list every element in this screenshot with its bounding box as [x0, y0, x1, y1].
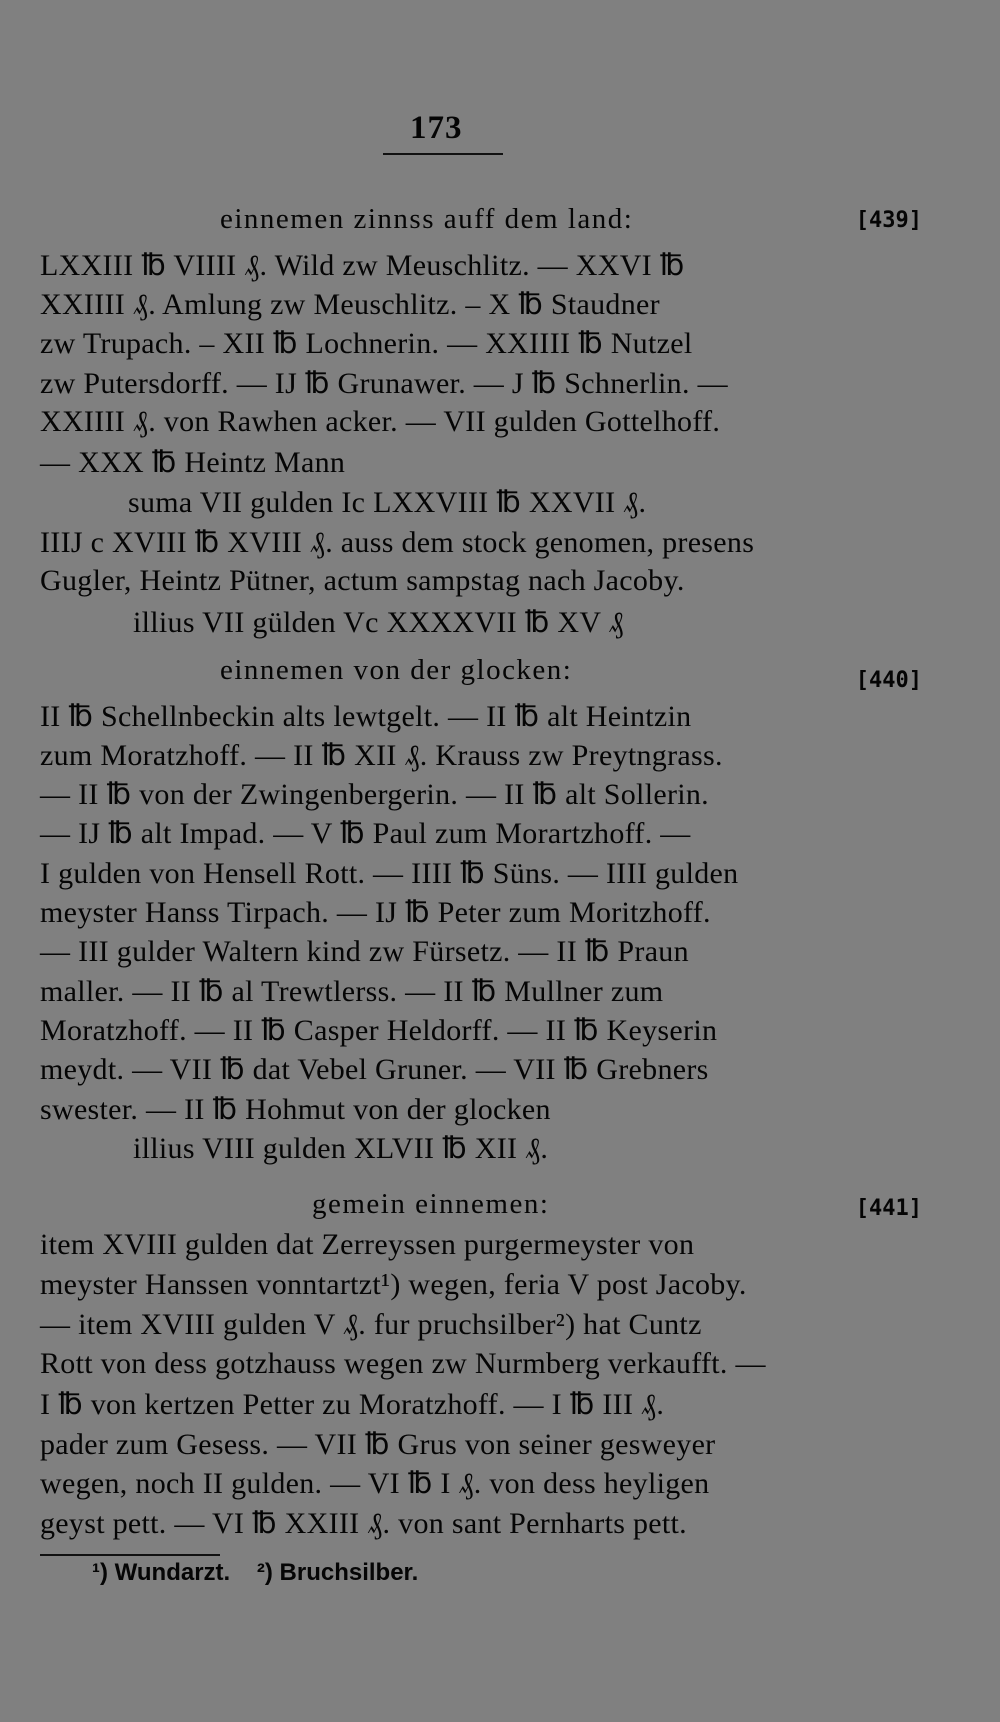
section-ref-441: [441] [855, 1196, 922, 1221]
text-line: Moratzhoff. — II ℔ Casper Heldorff. — II ℔ Keyserin [40, 1014, 718, 1047]
text-line: — IJ ℔ alt Impad. — V ℔ Paul zum Morartzhoff. — [40, 817, 691, 850]
text-line: pader zum Gesess. — VII ℔ Grus von seiner gesweyer [40, 1428, 716, 1461]
text-line: — item XVIII gulden V ₰. fur pruchsilber²) hat Cuntz [40, 1308, 702, 1341]
text-line: I ℔ von kertzen Petter zu Moratzhoff. — I ℔ III ₰. [40, 1388, 665, 1421]
text-line: Rott von dess gotzhauss wegen zw Nurmberg verkaufft. — [40, 1347, 766, 1380]
text-line: IIIJ c XVIII ℔ XVIII ₰. auss dem stock genomen, presens [40, 526, 755, 559]
text-line: zw Putersdorff. — IJ ℔ Grunawer. — J ℔ Schnerlin. — [40, 367, 728, 400]
text-line: maller. — II ℔ al Trewtlerss. — II ℔ Mullner zum [40, 975, 664, 1008]
text-line: — III gulder Waltern kind zw Fürsetz. — II ℔ Praun [40, 935, 689, 968]
text-line: — II ℔ von der Zwingenbergerin. — II ℔ alt Sollerin. [40, 778, 709, 811]
text-line: LXXIII ℔ VIIII ₰. Wild zw Meuschlitz. — XXVI ℔ [40, 249, 685, 282]
text-line: meydt. — VII ℔ dat Vebel Gruner. — VII ℔ Grebners [40, 1053, 709, 1086]
text-line: XXIIII ₰. Amlung zw Meuschlitz. – X ℔ Staudner [40, 288, 660, 321]
text-line: meyster Hanssen vonntartzt¹) wegen, feria V post Jacoby. [40, 1268, 747, 1301]
text-line: — XXX ℔ Heintz Mann [40, 446, 346, 479]
text-line: II ℔ Schellnbeckin alts lewtgelt. — II ℔ alt Heintzin [40, 700, 692, 733]
illius-line: illius VII gülden Vc XXXXVII ℔ XV ₰ [133, 606, 624, 639]
section-heading-441: gemein einnemen: [312, 1188, 550, 1220]
section-ref-439: [439] [855, 208, 922, 233]
section-ref-440: [440] [855, 668, 922, 693]
text-line: zw Trupach. – XII ℔ Lochnerin. — XXIIII ℔ Nutzel [40, 327, 693, 360]
text-line: zum Moratzhoff. — II ℔ XII ₰. Krauss zw Preytngrass. [40, 739, 723, 772]
illius-line: illius VIII gulden XLVII ℔ XII ₰. [133, 1132, 549, 1165]
text-line: geyst pett. — VI ℔ XXIII ₰. von sant Pernharts pett. [40, 1507, 687, 1540]
page-number-rule [383, 153, 503, 155]
footnote-2: ²) Bruchsilber. [256, 1559, 419, 1586]
section-heading-439: einnemen zinnss auff dem land: [220, 203, 634, 235]
section-heading-440: einnemen von der glocken: [220, 654, 573, 686]
text-line: Gugler, Heintz Pütner, actum sampstag nach Jacoby. [40, 564, 685, 597]
text-line: XXIIII ₰. von Rawhen acker. — VII gulden Gottelhoff. [40, 405, 721, 438]
footnote-1: ¹) Wundarzt. [92, 1559, 231, 1586]
text-line: meyster Hanss Tirpach. — IJ ℔ Peter zum Moritzhoff. [40, 896, 711, 929]
text-line: wegen, noch II gulden. — VI ℔ I ₰. von dess heyligen [40, 1467, 710, 1500]
text-line: item XVIII gulden dat Zerreyssen purgermeyster von [40, 1228, 695, 1261]
footnote-rule [40, 1554, 220, 1556]
page-number: 173 [410, 110, 463, 146]
footnotes [92, 1559, 438, 1587]
sum-line: suma VII gulden Ic LXXVIII ℔ XXVII ₰. [128, 486, 647, 519]
text-line: swester. — II ℔ Hohmut von der glocken [40, 1093, 551, 1126]
text-line: I gulden von Hensell Rott. — IIII ℔ Süns. — IIII gulden [40, 857, 739, 890]
